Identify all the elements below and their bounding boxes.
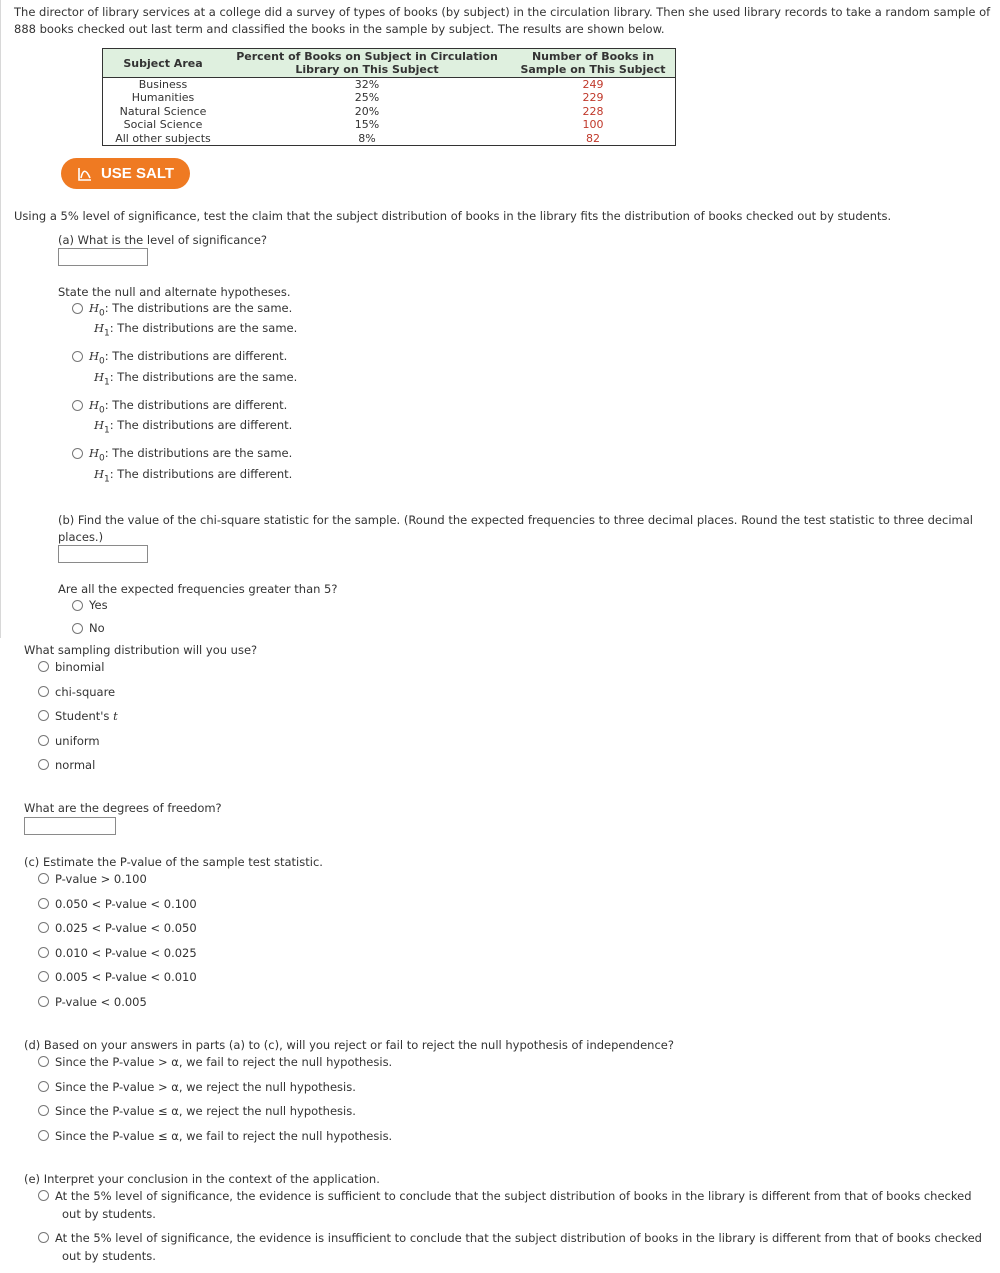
pvalue-option-5-label: 0.005 < P-value < 0.010 <box>55 970 197 984</box>
part-b-question-line2: places.) <box>58 530 104 544</box>
expected-no-label: No <box>89 621 105 635</box>
pvalue-option-5-radio[interactable] <box>38 971 49 982</box>
problem-intro: The director of library services at a college did a survey of types of books (by subject) in the circulation library. Then she used library records to take a random sample of 888 books checked out last term and classified the books in the sample by subject. The results are shown below. <box>14 5 991 36</box>
table-row <box>103 132 676 146</box>
cell-subject: Business <box>138 78 188 91</box>
dist-student-t-radio[interactable] <box>38 710 49 721</box>
pvalue-option-3-label: 0.025 < P-value < 0.050 <box>55 921 197 935</box>
hypothesis-option-4-h1: $H_1$: The distributions are different. <box>94 467 293 485</box>
table-row <box>103 105 676 118</box>
decision-option-2-label: Since the P-value > α, we reject the null hypothesis. <box>55 1080 356 1094</box>
chi-square-input[interactable] <box>58 545 148 563</box>
table-row <box>103 118 676 131</box>
table-row <box>103 78 676 92</box>
hypothesis-option-4-radio[interactable] <box>72 448 83 459</box>
cell-subject: All other subjects <box>115 131 211 145</box>
use-salt-label: USE SALT <box>100 165 175 182</box>
cell-count: 228 <box>582 104 604 118</box>
dist-binomial-label: binomial <box>55 660 105 674</box>
dist-normal-label: normal <box>55 758 96 772</box>
decision-option-3-radio[interactable] <box>38 1105 49 1116</box>
col-header-percent: Percent of Books on Subject in Circulation Library on This Subject <box>223 49 511 78</box>
hypothesis-option-3-radio[interactable] <box>72 400 83 411</box>
significance-input[interactable] <box>58 248 148 266</box>
interpretation-option-2-line2: out by students. <box>62 1249 156 1263</box>
cell-percent: 8% <box>358 131 376 145</box>
expected-no-radio[interactable] <box>72 623 83 634</box>
cell-percent: 25% <box>354 91 380 105</box>
decision-option-4-label: Since the P-value ≤ α, we fail to reject the null hypothesis. <box>55 1129 393 1143</box>
expected-frequencies-question: Are all the expected frequencies greater than 5? <box>58 582 338 596</box>
interpretation-option-2-line1: At the 5% level of significance, the evidence is insufficient to conclude that the subject distribution of books in the library is different from that of books checked <box>55 1231 982 1245</box>
cell-percent: 32% <box>354 78 380 91</box>
decision-option-4-radio[interactable] <box>38 1130 49 1141</box>
part-b-question-line1: (b) Find the value of the chi-square statistic for the sample. (Round the expected frequencies to three decimal places. Round the test statistic to three decimal <box>58 513 973 527</box>
data-table <box>102 48 676 146</box>
dist-normal-radio[interactable] <box>38 759 49 770</box>
col-header-count: Number of Books in Sample on This Subject <box>511 49 676 78</box>
pvalue-option-1-label: P-value > 0.100 <box>55 872 147 886</box>
cell-count: 249 <box>582 78 604 91</box>
sampling-distribution-question: What sampling distribution will you use? <box>24 643 258 657</box>
pvalue-option-2-radio[interactable] <box>38 898 49 909</box>
decision-option-3-label: Since the P-value ≤ α, we reject the null hypothesis. <box>55 1104 356 1118</box>
hypothesis-option-2-radio[interactable] <box>72 351 83 362</box>
pvalue-option-1-radio[interactable] <box>38 873 49 884</box>
pvalue-option-2-label: 0.050 < P-value < 0.100 <box>55 897 197 911</box>
hypothesis-option-4-h0: $H_0$: The distributions are the same. <box>89 446 293 464</box>
dist-binomial-radio[interactable] <box>38 661 49 672</box>
interpretation-option-1-line1: At the 5% level of significance, the evidence is sufficient to conclude that the subject distribution of books in the library is different from that of books checked <box>55 1189 972 1203</box>
left-border-line <box>0 0 1 638</box>
part-d-question: (d) Based on your answers in parts (a) to (c), will you reject or fail to reject the null hypothesis of independence? <box>24 1038 674 1052</box>
expected-yes-radio[interactable] <box>72 600 83 611</box>
hypotheses-prompt: State the null and alternate hypotheses. <box>58 285 291 299</box>
degrees-of-freedom-input[interactable] <box>24 817 116 835</box>
dist-student-t-label: Student's t <box>55 709 118 723</box>
decision-option-1-radio[interactable] <box>38 1056 49 1067</box>
part-e-question: (e) Interpret your conclusion in the context of the application. <box>24 1172 380 1186</box>
interpretation-option-2-radio[interactable] <box>38 1232 49 1243</box>
hypothesis-option-1-h0: $H_0$: The distributions are the same. <box>89 301 293 319</box>
dist-chi-square-radio[interactable] <box>38 686 49 697</box>
use-salt-button[interactable] <box>61 158 190 189</box>
cell-subject: Humanities <box>131 91 195 105</box>
pvalue-option-6-label: P-value < 0.005 <box>55 995 147 1009</box>
interpretation-option-1-line2: out by students. <box>62 1207 156 1221</box>
col-header-subject: Subject Area <box>103 49 224 78</box>
interpretation-option-1-radio[interactable] <box>38 1190 49 1201</box>
cell-count: 229 <box>582 91 604 105</box>
hypothesis-option-2-h1: $H_1$: The distributions are the same. <box>94 370 298 388</box>
part-c-question: (c) Estimate the P-value of the sample test statistic. <box>24 855 323 869</box>
degrees-of-freedom-question: What are the degrees of freedom? <box>24 801 222 815</box>
table-row <box>103 91 676 104</box>
hypothesis-option-3-h0: $H_0$: The distributions are different. <box>89 398 288 416</box>
pvalue-option-3-radio[interactable] <box>38 922 49 933</box>
cell-count: 100 <box>582 118 604 132</box>
hypothesis-option-1-h1: $H_1$: The distributions are the same. <box>94 321 298 339</box>
decision-option-2-radio[interactable] <box>38 1081 49 1092</box>
cell-percent: 15% <box>354 118 380 132</box>
hypothesis-option-2-h0: $H_0$: The distributions are different. <box>89 349 288 367</box>
pvalue-option-6-radio[interactable] <box>38 996 49 1007</box>
pvalue-option-4-radio[interactable] <box>38 947 49 958</box>
decision-option-1-label: Since the P-value > α, we fail to reject the null hypothesis. <box>55 1055 393 1069</box>
hypothesis-option-1-radio[interactable] <box>72 303 83 314</box>
cell-subject: Social Science <box>123 118 203 132</box>
cell-count: 82 <box>586 131 600 145</box>
prompt-text: Using a 5% level of significance, test the claim that the subject distribution of books in the library fits the distribution of books checked out by students. <box>14 209 892 223</box>
cell-percent: 20% <box>354 104 380 118</box>
dist-uniform-radio[interactable] <box>38 735 49 746</box>
cell-subject: Natural Science <box>119 104 207 118</box>
pvalue-option-4-label: 0.010 < P-value < 0.025 <box>55 946 197 960</box>
dist-chi-square-label: chi-square <box>55 685 116 699</box>
dist-uniform-label: uniform <box>55 734 100 748</box>
salt-chart-icon <box>77 166 93 182</box>
expected-yes-label: Yes <box>89 598 108 612</box>
hypothesis-option-3-h1: $H_1$: The distributions are different. <box>94 418 293 436</box>
part-a-question: (a) What is the level of significance? <box>58 233 268 247</box>
